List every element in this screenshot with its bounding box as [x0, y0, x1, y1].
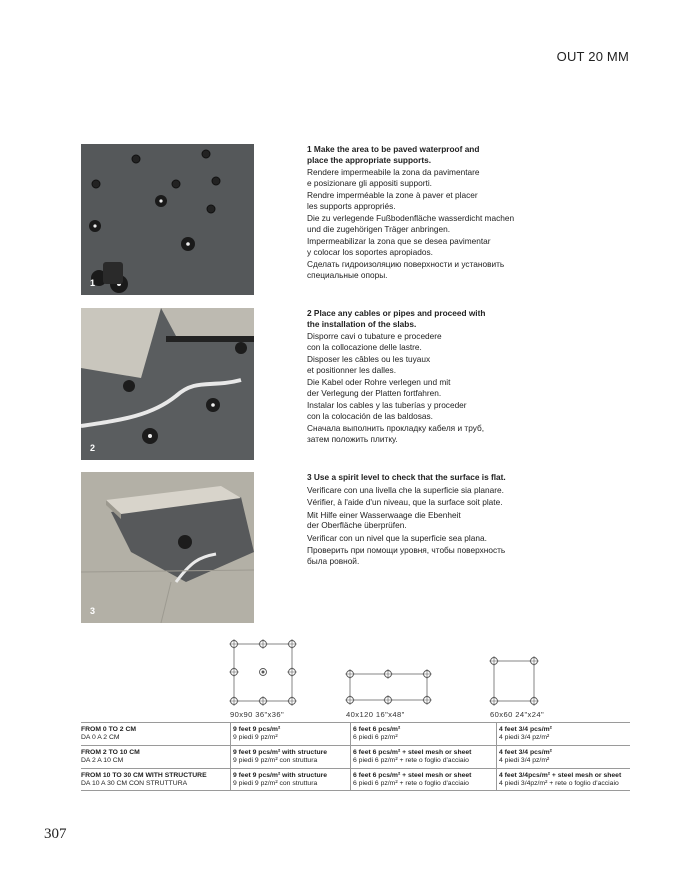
- translation-fr: les supports appropriés.: [307, 200, 396, 211]
- translation-fr: Vérifier, à l'aide d'un niveau, que la surface soit plate.: [307, 497, 503, 507]
- spec-cell: 4 feet 3/4 pcs/m²: [499, 726, 552, 733]
- spec-cell: 6 feet 6 pcs/m²: [353, 726, 401, 733]
- diagram-label: 60x60 24"x24": [490, 710, 545, 719]
- translation-fr: Rendre imperméable la zone à paver et placer: [307, 190, 478, 200]
- photo-number: 2: [90, 443, 96, 453]
- spec-cell: 9 feet 9 pcs/m²: [233, 726, 281, 733]
- height-range: FROM 10 TO 30 CM WITH STRUCTURE: [81, 771, 207, 779]
- table-row: [81, 723, 630, 746]
- translation-it: Verificare con una livella che la superficie sia planare.: [307, 484, 504, 495]
- spec-cell-it: 4 piedi 3/4 pz/m²: [499, 734, 550, 742]
- height-range-it: DA 0 A 2 CM: [81, 734, 120, 742]
- table-row: [81, 745, 630, 768]
- translation-ru: Проверить при помощи уровня, чтобы поверхность: [307, 545, 506, 555]
- page-title: OUT 20 MM: [556, 49, 629, 64]
- translation-es: y colocar los soportes apropiados.: [307, 246, 433, 257]
- step-3-photo: [81, 472, 254, 623]
- spec-cell: 9 feet 9 pcs/m² with structure: [233, 771, 328, 779]
- photo-number: 3: [90, 606, 96, 616]
- translation-es: Instalar los cables y las tuberías y proceder: [307, 400, 467, 410]
- spec-cell: 9 feet 9 pcs/m² with structure: [233, 748, 328, 756]
- translation-de: der Oberfläche überprüfen.: [307, 520, 407, 530]
- spec-cell-it: 9 piedi 9 pz/m² con struttura: [233, 780, 318, 788]
- step-heading: place the appropriate supports.: [307, 154, 432, 165]
- support-layout-90x90: [228, 638, 298, 708]
- page-number: 307: [44, 826, 67, 842]
- step-2-text: [307, 308, 557, 446]
- spec-cell-it: 9 piedi 9 pz/m² con struttura: [233, 757, 318, 765]
- translation-de: Mit Hilfe einer Wasserwaage die Ebenheit: [307, 509, 461, 520]
- step-heading: 2 Place any cables or pipes and proceed with: [307, 308, 486, 318]
- height-range-it: DA 10 A 30 CM CON STRUTTURA: [81, 780, 188, 788]
- translation-fr: et positionner les dalles.: [307, 364, 397, 375]
- step-1-photo: [81, 144, 254, 295]
- translation-es: con la colocación de las baldosas.: [307, 410, 433, 421]
- step-2-photo: [81, 308, 254, 460]
- support-layout-40x120: [343, 668, 433, 708]
- spec-cell: 4 feet 3/4pcs/m² + steel mesh or sheet: [499, 771, 622, 779]
- translation-it: e posizionare gli appositi supporti.: [307, 177, 432, 188]
- translation-es: Impermeabilizar la zona que se desea pavimentar: [307, 236, 491, 246]
- translation-ru: Сначала выполнить прокладку кабеля и труб,: [307, 423, 485, 433]
- height-range: FROM 2 TO 10 CM: [81, 748, 140, 756]
- spec-cell-it: 9 piedi 9 pz/m²: [233, 734, 278, 742]
- translation-de: Die zu verlegende Fußbodenfläche wasserdicht machen: [307, 213, 515, 223]
- photo-number: 1: [90, 278, 96, 288]
- translation-de: Die Kabel oder Rohre verlegen und mit: [307, 377, 451, 387]
- translation-de: der Verlegung der Platten fortfahren.: [307, 387, 442, 398]
- spec-cell: 6 feet 6 pcs/m² + steel mesh or sheet: [353, 771, 472, 779]
- step-heading: the installation of the slabs.: [307, 318, 417, 329]
- diagram-label: 90x90 36"x36": [230, 710, 285, 719]
- step-3-text: [307, 472, 557, 568]
- spec-cell: 6 feet 6 pcs/m² + steel mesh or sheet: [353, 748, 472, 756]
- spec-cell-it: 4 piedi 3/4 pz/m²: [499, 757, 550, 765]
- spec-cell-it: 4 piedi 3/4pz/m² + rete o foglio d'acciaio: [499, 780, 619, 788]
- translation-ru: была ровной.: [307, 555, 360, 566]
- translation-es: Verificar con un nivel que la superficie sea plana.: [307, 532, 487, 543]
- translation-it: Rendere impermeabile la zona da pavimentare: [307, 167, 480, 177]
- spec-cell-it: 6 piedi 6 pz/m²: [353, 734, 398, 742]
- translation-ru: специальные опоры.: [307, 269, 388, 280]
- spec-cell-it: 6 piedi 6 pz/m² + rete o foglio d'acciaio: [353, 780, 469, 788]
- step-heading: 1 Make the area to be paved waterproof and: [307, 144, 480, 154]
- support-layout-60x60: [488, 655, 540, 707]
- spec-cell-it: 6 piedi 6 pz/m² + rete o foglio d'acciaio: [353, 757, 469, 765]
- height-range-it: DA 2 A 10 CM: [81, 757, 124, 765]
- diagram-label: 40x120 16"x48": [346, 710, 405, 719]
- step-heading: 3 Use a spirit level to check that the surface is flat.: [307, 472, 506, 482]
- translation-ru: Сделать гидроизоляцию поверхности и установить: [307, 259, 505, 269]
- translation-it: con la collocazione delle lastre.: [307, 341, 422, 352]
- translation-it: Disporre cavi o tubature e procedere: [307, 331, 442, 341]
- translation-fr: Disposer les câbles ou les tuyaux: [307, 354, 431, 364]
- spec-cell: 4 feet 3/4 pcs/m²: [499, 748, 552, 756]
- support-spec-table: [81, 722, 630, 791]
- step-1-text: [307, 144, 557, 282]
- translation-ru: затем положить плитку.: [307, 433, 398, 444]
- height-range: FROM 0 TO 2 CM: [81, 726, 137, 733]
- translation-de: und die zugehörigen Träger anbringen.: [307, 223, 450, 234]
- table-row: [81, 768, 630, 791]
